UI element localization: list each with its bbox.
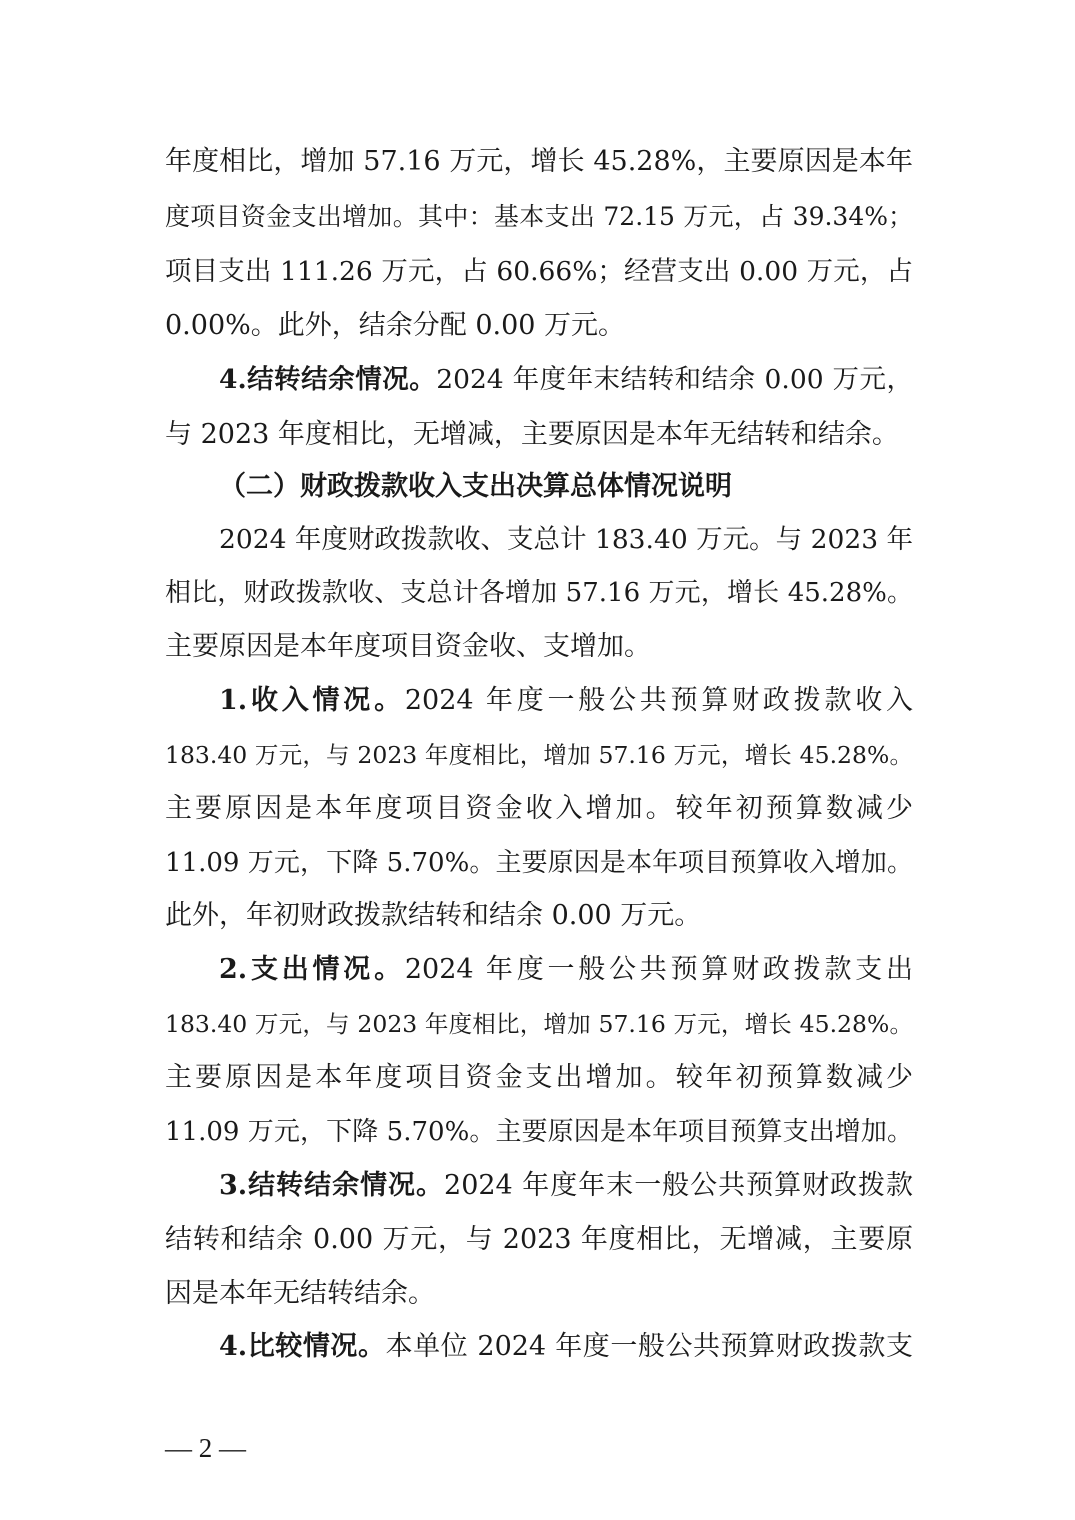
body-text-line: 度项目资金支出增加。其中：基本支出 72.15 万元，占 39.34%； [165,202,913,231]
body-text-line: 结转和结余 0.00 万元，与 2023 年度相比，无增减，主要原 [165,1224,913,1255]
body-text-line: 主要原因是本年度项目资金收入增加。较年初预算数减少 [165,793,913,824]
body-text-line: 此外，年初财政拨款结转和结余 0.00 万元。 [165,900,702,931]
body-text-line [219,1329,913,1365]
body-text-line: 183.40 万元，与 2023 年度相比，增加 57.16 万元，增长 45.28%。 [165,741,913,769]
body-text-line: 与 2023 年度相比，无增减，主要原因是本年无结转和结余。 [165,419,899,450]
body-text-line: 183.40 万元，与 2023 年度相比，增加 57.16 万元，增长 45.28%。 [165,1010,913,1038]
body-text-line: 0.00%。此外，结余分配 0.00 万元。 [165,310,626,341]
body-text-line: 项目支出 111.26 万元，占 60.66%；经营支出 0.00 万元，占 [165,256,913,287]
paragraph-lead: 1.收入情况。 [219,685,405,716]
body-text-line: 主要原因是本年度项目资金支出增加。较年初预算数减少 [165,1062,913,1093]
paragraph-text: 2024 年度年末结转和结余 0.00 万元， [436,364,914,395]
paragraph-text: 2024 年度一般公共预算财政拨款收入 [404,685,913,716]
body-text-line [219,683,913,719]
body-text-line: 2024 年度财政拨款收、支总计 183.40 万元。与 2023 年 [219,524,913,555]
paragraph-lead: 4.结转结余情况。 [219,364,437,395]
section-heading: （二）财政拨款收入支出决算总体情况说明 [219,471,732,502]
paragraph-text: 2024 年度年末一般公共预算财政拨款 [444,1170,914,1201]
body-text-line [219,1168,913,1204]
paragraph-lead: 3.结转结余情况。 [219,1170,445,1201]
page-number: — 2 — [165,1433,246,1463]
paragraph-lead: 4.比较情况。 [219,1331,386,1362]
body-text-line: 因是本年无结转结余。 [165,1278,435,1309]
paragraph-text: 本单位 2024 年度一般公共预算财政拨款支 [385,1331,913,1362]
body-text-line: 主要原因是本年度项目资金收、支增加。 [165,631,651,662]
body-text-line: 相比，财政拨款收、支总计各增加 57.16 万元，增长 45.28%。 [165,578,913,608]
body-text-line [219,362,913,398]
body-text-line [219,952,913,988]
paragraph-text: 2024 年度一般公共预算财政拨款支出 [404,954,913,985]
body-text-line: 年度相比，增加 57.16 万元，增长 45.28%，主要原因是本年 [165,146,913,177]
paragraph-lead: 2.支出情况。 [219,954,405,985]
body-text-line: 11.09 万元，下降 5.70%。主要原因是本年项目预算支出增加。 [165,1117,913,1147]
body-text-line: 11.09 万元，下降 5.70%。主要原因是本年项目预算收入增加。 [165,848,913,878]
